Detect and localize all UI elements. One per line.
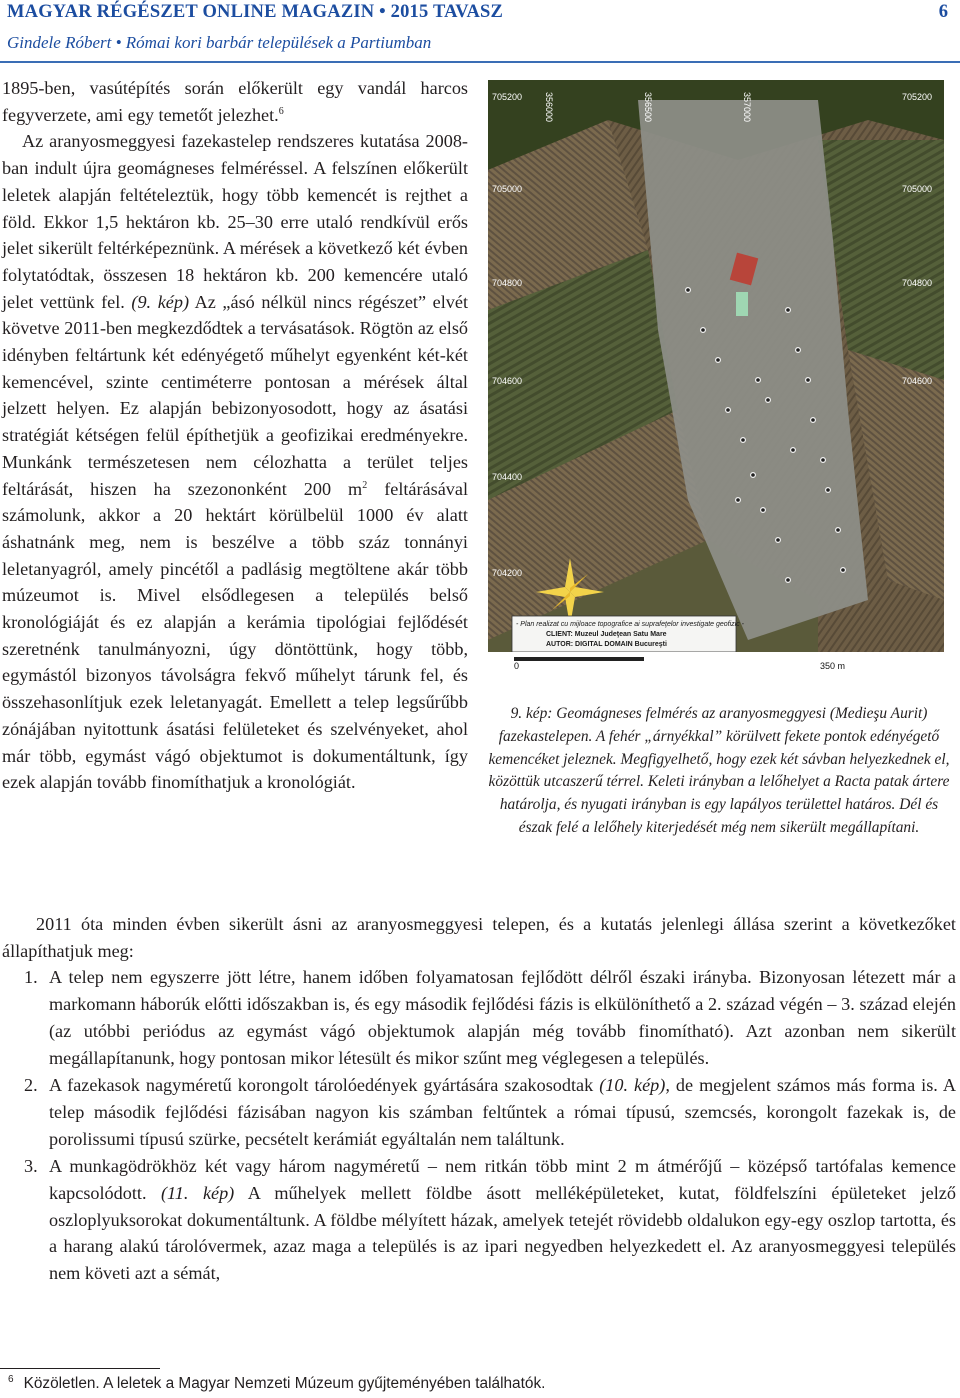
footnote-divider — [0, 1368, 160, 1369]
svg-text:356000: 356000 — [544, 92, 554, 123]
legend-line-1: - Plan realizat cu mijloace topografice ai suprafeţelor investigate geofizic - — [516, 621, 745, 628]
svg-text:705200: 705200 — [902, 92, 933, 102]
paragraph: Az aranyosmeggyesi fazekastelep rendszeres kutatása 2008-ban indult újra geomágneses felméréssel. A felszínen előkerült leletek alapján feltételeztük, hogy több kemencét is rejthet a föld. Ekkor 1,5 hektáron kb. 25–30 erre utaló rendkívül erős jelet sikerült feltérképeznünk. A mérések a következő két évben folytatódtak, összesen 18 hektáron kb. 200 kemencére utaló jelet vettünk fel. (9. kép) Az „ásó nélkül nincs régészet” elvét követve 2011-ben megkezdődtek a tervásatások. Rögtön az első idényben feltártunk két edényégető műhelyt egyenként két-két kemencével, szinte centiméterre pontosan a mérések által jelzett helyen. Ez alapján bebizonyosodott, hogy az ásatási stratégiát kétségen felül építhetjük a geofizikai eredményekre. Munkánk természetesen nem célozhatta a terület teljes feltárását, hiszen ha szezononként 200 $m^2$ feltárásával számolunk, akkor a 20 hektárt körülbelül 1000 év alatt áshatnánk meg, nem is beszélve a több száz tonnányi leletanyagról, amely pincétől a padlásig megtöltene akár több múzeumot is. Mivel elsődlegesen a település belső kronológiáját és ez alapján a kerámia tipológiai fejlődését szeretnénk tanulmányozni, úgy döntöttünk, hogy több, egymástól bizonyos távolságra fekvő műhelyt tárunk fel, és összehasonlítjuk ezek leletanyagát. Emellett a telep legsűrűbb zónájában nyitottunk ásatási felületeket és szelvényeket, ahol már több, egymást vágó objektumot is dokumentáltunk, így ezek alapján tovább finomíthatjuk a kronológiát. — [2, 131, 469, 793]
svg-text:705000: 705000 — [492, 184, 523, 194]
footnote-mark: 6 — [8, 1373, 14, 1385]
svg-text:356500: 356500 — [643, 92, 653, 123]
list-item: 3. A munkagödrökhöz két vagy három nagyméretű – nem ritkán több mint 2 m átmérőjű – középső tartófalas kemence kapcsolódott. (11. kép) A műhelyek mellett földbe ásott melléképületeket, kutat, földfelszíni épületeket jelző oszloplyuksorokat dokumentáltunk. A földbe mélyített házak, amelyek tetejét rövidebb oldalukon egy-egy oszlop tartotta, és a harang alakú tárolóvermek, azaz maga a település is az ipari negyedben helyezkedett el. Az aranyosmeggyesi település nem követi azt a sémát, — [24, 1156, 956, 1284]
left-column-text — [2, 75, 468, 796]
intro-paragraph: 2011 óta minden évben sikerült ásni az aranyosmeggyesi telepen, és a kutatás jelenlegi állása szerint a következőket állapíthatjuk meg: — [2, 914, 956, 961]
svg-text:704200: 704200 — [492, 568, 523, 578]
svg-text:0: 0 — [514, 661, 520, 670]
magazine-title: MAGYAR RÉGÉSZET ONLINE MAGAZIN • 2015 TAVASZ — [7, 2, 504, 22]
list-item: 2. A fazekasok nagyméretű korongolt tárolóedények gyártására szakosodtak (10. kép), de megjelent számos más forma is. A telep második fejlődési fázisában nagyon kis számban feltűntek a római típusú, szemcsés, korongolt fazekak is, de porolissumi típusú szürke, pecsételt kerámiát egyáltalán nem találtunk. — [24, 1075, 957, 1149]
list-item: 1. A telep nem egyszerre jött létre, hanem időben folyamatosan fejlődött délről északi irányba. Bizonyosan létezett már a markomann háborúk előtti időszakban is, és egy második fejlődési fázis is elkülöníthető a 2. század végén – 3. század elején (az utóbbi periódus az egymást vágó objektumok alapján még tovább finomítható). Azt azonban nem sikerült megállapítanunk, hogy pontosan mikor létesült és mikor szűnt meg véglegesen a település. — [24, 967, 956, 1068]
excavation-trench — [736, 292, 748, 316]
figure-ref[interactable]: (11. kép) — [161, 1183, 235, 1204]
paragraph: 1895-ben, vasútépítés során előkerült egy vandál harcos fegyverzete, ami egy temetőt jelezhet.$^6$ — [2, 78, 468, 125]
svg-text:704800: 704800 — [902, 278, 933, 288]
svg-text:705200: 705200 — [492, 92, 523, 102]
figure-ref[interactable]: (9. kép) — [131, 291, 190, 312]
page-number: 6 — [938, 2, 948, 22]
svg-text:704400: 704400 — [492, 472, 523, 482]
footnote-ref[interactable]: 6 — [278, 105, 284, 117]
svg-text:704800: 704800 — [492, 278, 523, 288]
full-width-text — [2, 911, 956, 1288]
findings-list — [2, 964, 956, 1286]
footnote: $^6$ Közöletlen. A leletek a Magyar Nemzeti Múzeum gyűjteményében találhatók. — [8, 1373, 546, 1392]
svg-text:350 m: 350 m — [820, 661, 846, 670]
legend-line-3: AUTOR: DIGITAL DOMAIN Bucureşti — [546, 641, 667, 648]
svg-text:704600: 704600 — [492, 376, 523, 386]
svg-text:705000: 705000 — [902, 184, 933, 194]
svg-text:357000: 357000 — [742, 92, 752, 123]
figure-caption: 9. kép: Geomágneses felmérés az aranyosmeggyesi (Medieşu Aurit) fazekastelepen. A fehér „árnyékkal” körülvett fekete pontok edényégető kemencéket jeleznek. Megfigyelhető, hogy ezek két sávban helyezkednek el, közöttük utcaszerű térrel. Keleti irányban a lelőhelyet a Racta patak ártere határolja, és nyugati irányban is egy lapályos területtel határos. Dél és észak felé a lelőhely kiterjedését még nem sikerült megállapítani. — [488, 705, 950, 836]
svg-text:704600: 704600 — [902, 376, 933, 386]
geomagnetic-survey-map — [488, 80, 944, 670]
figure-ref[interactable]: (10. kép), — [599, 1075, 670, 1096]
article-byline: Gindele Róbert • Római kori barbár települések a Partiumban — [7, 33, 432, 52]
legend-line-2: CLIENT: Muzeul Judeţean Satu Mare — [546, 631, 667, 638]
header-divider — [0, 61, 960, 63]
